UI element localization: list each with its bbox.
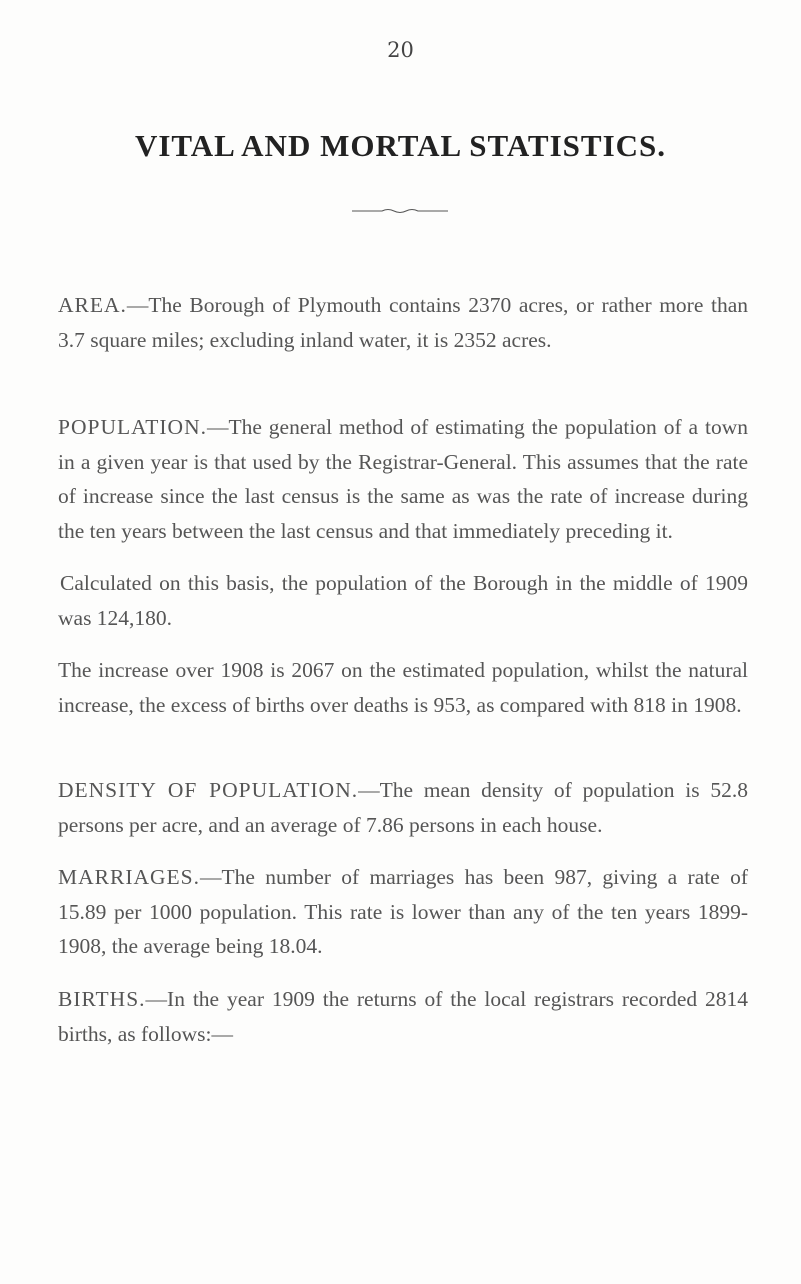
page-title: VITAL AND MORTAL STATISTICS. — [134, 128, 667, 163]
paragraph-calculated: Calculated on this basis, the population of the Borough in the middle of 1909 was 124,180. — [58, 571, 748, 630]
page-number: 20 — [387, 38, 414, 62]
ornament-divider-icon — [352, 208, 448, 214]
paragraph-density: DENSITY OF POPULATION.—The mean density of population is 52.8 persons per acre, and an average of 7.86 persons in each house. — [58, 778, 748, 837]
paragraph-area: AREA.—The Borough of Plymouth contains 2370 acres, or rather more than 3.7 square miles; excluding inland water, it is 2352 acres. — [58, 293, 748, 352]
paragraph-births: BIRTHS.—In the year 1909 the returns of the local registrars recorded 2814 births, as follows:— — [58, 987, 748, 1046]
paragraph-population: POPULATION.—The general method of estimating the population of a town in a given year is that used by the Registrar-General. This assumes that the rate of increase since the last census is the same as was the rate of increase during the ten years between the last census and that immediately preceding it. — [58, 415, 748, 543]
paragraph-marriages: MARRIAGES.—The number of marriages has been 987, giving a rate of 15.89 per 1000 population. This rate is lower than any of the ten years 1899-1908, the average being 18.04. — [58, 865, 748, 958]
paragraph-increase: The increase over 1908 is 2067 on the estimated population, whilst the natural increase, the excess of births over deaths is 953, as compared with 818 in 1908. — [58, 658, 748, 717]
